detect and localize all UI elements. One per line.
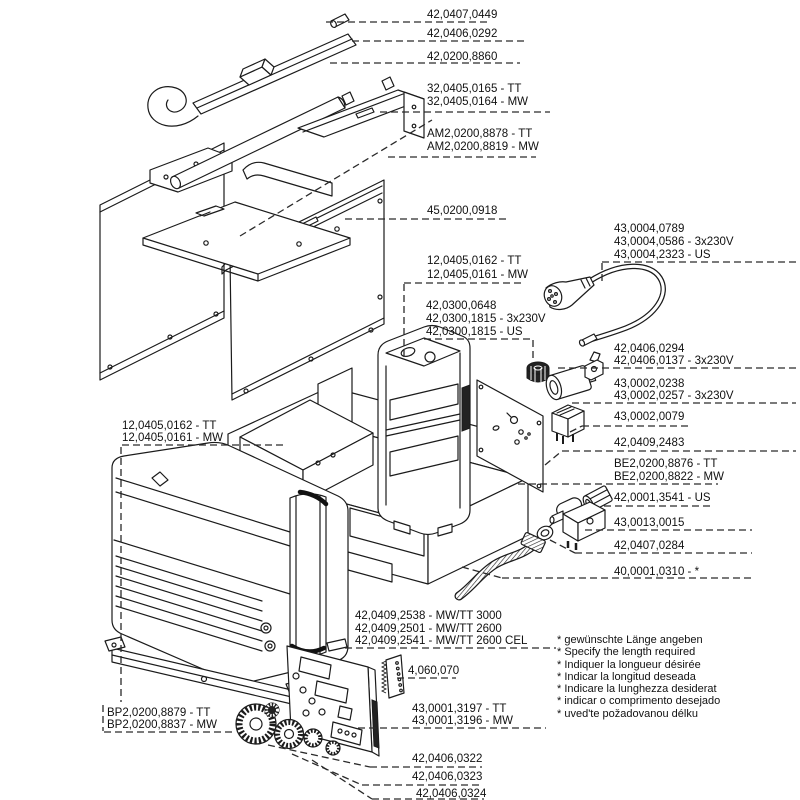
label-adapter-us: 42,0001,3541 - US <box>614 492 711 504</box>
label-clamp-ring: 42,0407,0284 <box>614 540 685 552</box>
label-foot-rail-mw: BP2,0200,8837 - MW <box>107 719 217 731</box>
label-top-cover-tt: AM2,0200,8878 - TT <box>427 128 533 140</box>
label-choke: 43,0002,0238 <box>614 378 685 390</box>
label-handle-bracket-tt: 32,0405,0165 - TT <box>427 83 522 95</box>
label-fan-us: 42,0300,1815 - US <box>426 326 523 338</box>
footnote-de: * gewünschte Länge angeben <box>557 634 703 646</box>
label-strap: 42,0406,0292 <box>427 28 498 40</box>
label-choke-3x230v: 43,0002,0257 - 3x230V <box>614 390 734 402</box>
footnote-pt: * indicar o comprimento desejado <box>557 695 721 707</box>
label-strain-relief-3x230v: 42,0406,0137 - 3x230V <box>614 355 734 367</box>
footnote-en: * Specify the length required <box>557 646 696 658</box>
label-mains-cable-us: 43,0004,2323 - US <box>614 249 711 261</box>
label-knob-large: 42,0406,0322 <box>412 753 483 765</box>
label-rear-plate: 42,0409,2483 <box>614 437 685 449</box>
label-pin-header: 4,060,070 <box>408 665 460 677</box>
label-solenoid-valve: 43,0013,0015 <box>614 517 685 529</box>
label-knob-medium: 42,0406,0323 <box>412 771 483 783</box>
label-mains-cable: 43,0004,0789 <box>614 223 685 235</box>
label-foot-rail-tt: BP2,0200,8879 - TT <box>107 707 211 719</box>
label-front-pcb-mw: 43,0001,3196 - MW <box>412 715 514 727</box>
label-fan-3x230v: 42,0300,1815 - 3x230V <box>426 313 546 325</box>
knob-small-part <box>304 729 322 747</box>
label-rear-frame-tt: 12,0405,0162 - TT <box>427 255 522 267</box>
label-control-pcb-3000: 42,0409,2538 - MW/TT 3000 <box>355 610 502 622</box>
label-handle-bracket-mw: 32,0405,0164 - MW <box>427 96 529 108</box>
rear-frame-part <box>378 326 470 537</box>
label-rear-frame-mw: 12,0405,0161 - MW <box>427 269 529 281</box>
knob-medium-part <box>275 720 304 749</box>
strain-relief-part <box>527 362 549 382</box>
label-control-pcb-2600cel: 42,0409,2541 - MW/TT 2600 CEL <box>355 635 528 647</box>
label-control-pcb-2600: 42,0409,2501 - MW/TT 2600 <box>355 623 502 635</box>
label-side-panel: 45,0200,0918 <box>427 205 498 217</box>
label-power-switch: 43,0002,0079 <box>614 411 685 423</box>
label-fan: 42,0300,0648 <box>426 300 497 312</box>
footnote-it: * Indicare la lunghezza desiderat <box>557 683 717 695</box>
label-mains-cable-3x230v: 43,0004,0586 - 3x230V <box>614 236 734 248</box>
footnote-cz: * uved'te požadovanou délku <box>557 708 698 720</box>
label-front-frame-mw: 12,0405,0161 - MW <box>122 432 224 444</box>
label-rear-panel-tt: BE2,0200,8876 - TT <box>614 458 718 470</box>
label-strain-relief: 42,0406,0294 <box>614 343 685 355</box>
label-strap-pin: 42,0407,0449 <box>427 9 498 21</box>
label-knob-small: 42,0406,0324 <box>416 788 487 800</box>
footnote-es: * Indicar la longitud deseada <box>557 671 696 683</box>
label-handle-tube: 42,0200,8860 <box>427 51 498 63</box>
footnote-fr: * Indiquer la longueur désirée <box>557 659 701 671</box>
knurled-nut-part <box>265 703 279 717</box>
label-rear-panel-mw: BE2,0200,8822 - MW <box>614 471 724 483</box>
knob-cap-part <box>326 741 340 755</box>
label-front-frame-tt: 12,0405,0162 - TT <box>122 420 217 432</box>
label-front-pcb-tt: 43,0001,3197 - TT <box>412 703 507 715</box>
label-top-cover-mw: AM2,0200,8819 - MW <box>427 141 539 153</box>
label-gas-hose: 40,0001,0310 - * <box>614 566 700 578</box>
